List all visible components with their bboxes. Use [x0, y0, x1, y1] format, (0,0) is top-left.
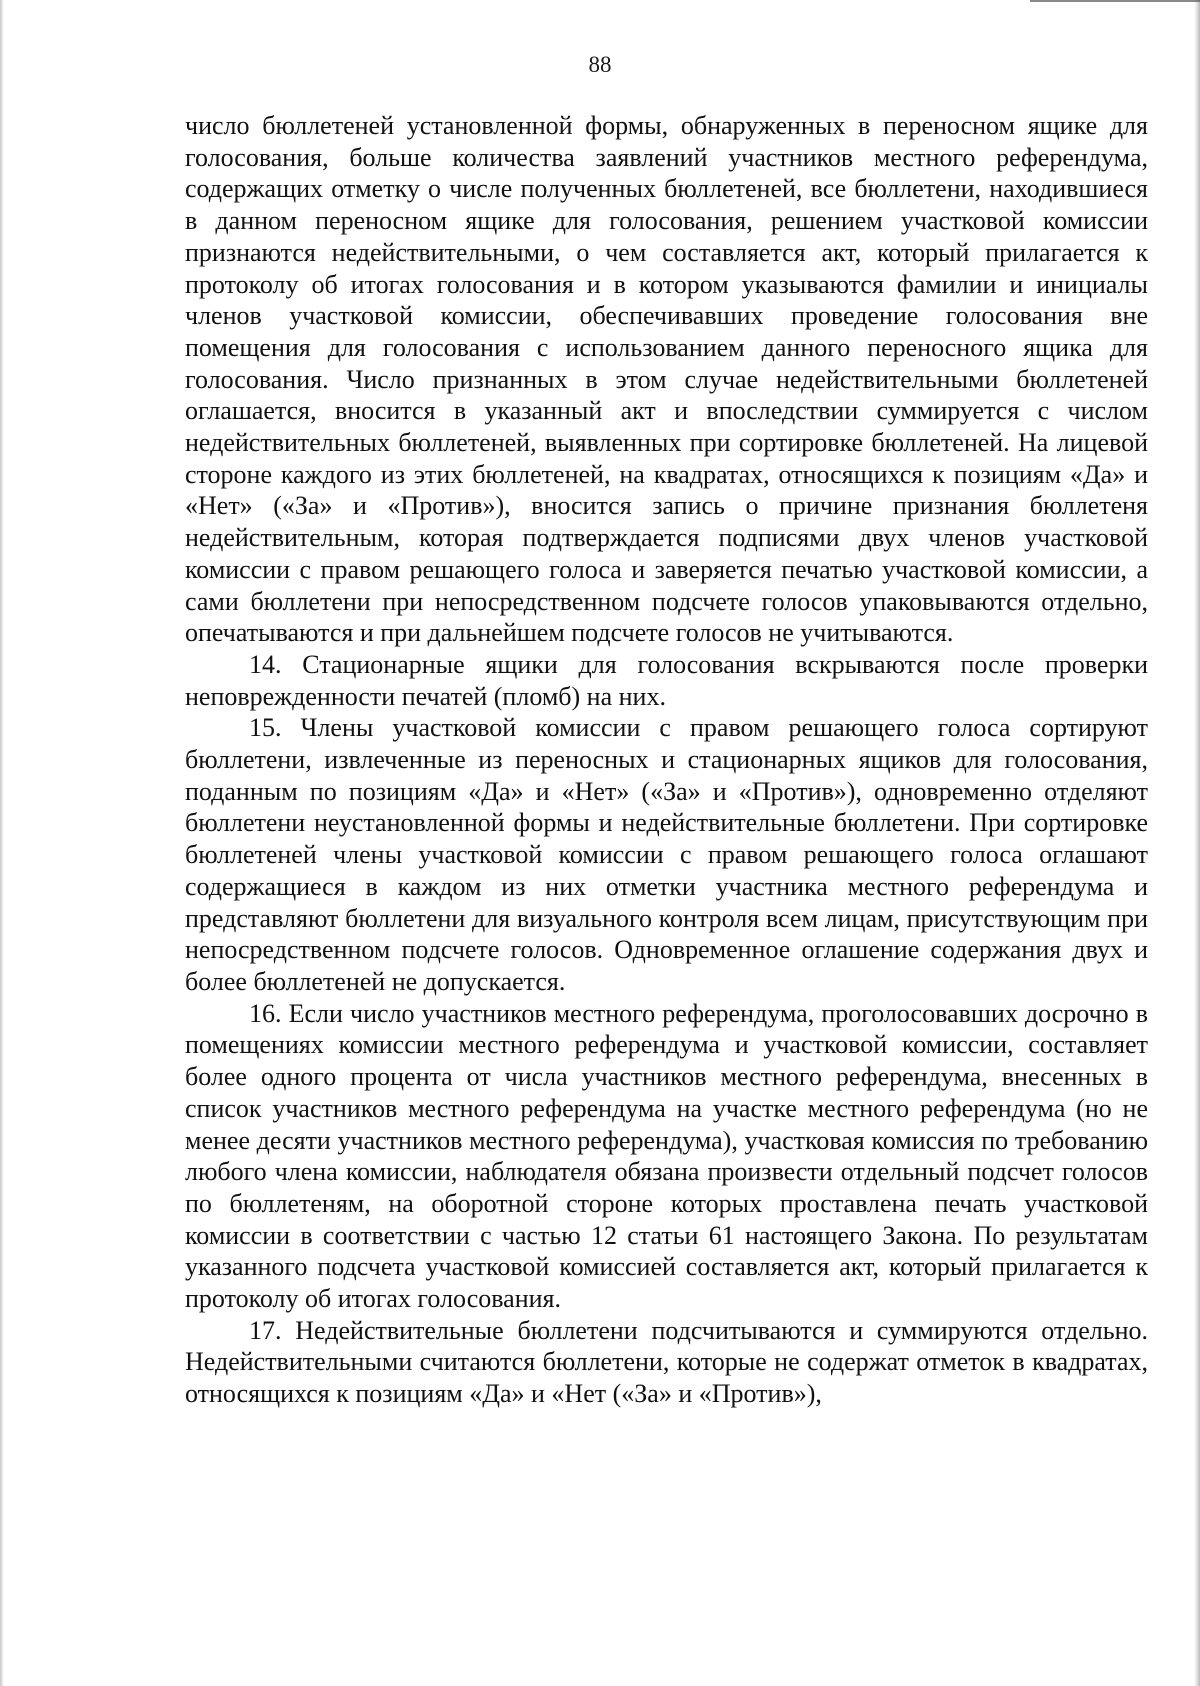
paragraph-continuation: число бюллетеней установленной формы, обнаруженных в переносном ящике для голосования, больше количества заявлений участников местного референдума, содержащих отметку о числе полученных бюллетеней, все бюллетени, находившиеся в данном переносном ящике для голосования, решением участковой комиссии признаются недействительными, о чем составляется акт, который прилагается к протоколу об итогах голосования и в котором указываются фамилии и инициалы членов участковой комиссии, обеспечивавших проведение голосования вне помещения для голосования с использованием данного переносного ящика для голосования. Число признанных в этом случае недействительными бюллетеней оглашается, вносится в указанный акт и впоследствии суммируется с числом недействительных бюллетеней, выявленных при сортировке бюллетеней. На лицевой стороне каждого из этих бюллетеней, на квадратах, относящихся к позициям «Да» и «Нет» («За» и «Против»), вносится запись о причине признания бюллетеня недействительным, которая подтверждается подписями двух членов участковой комиссии с правом решающего голоса и заверяется печатью участковой комиссии, а сами бюллетени при непосредственном подсчете голосов упаковываются отдельно, опечатываются и при дальнейшем подсчете голосов не учитываются. [185, 111, 1148, 648]
paragraph-item-15: 15. Члены участковой комиссии с правом решающего голоса сортируют бюллетени, извлеченные из переносных и стационарных ящиков для голосования, поданным по позициям «Да» и «Нет» («За» и «Против»), одновременно отделяют бюллетени неустановленной формы и недействительные бюллетени. При сортировке бюллетеней члены участковой комиссии с правом решающего голоса оглашают содержащиеся в каждом из них отметки участника местного референдума и представляют бюллетени для визуального контроля всем лицам, присутствующим при непосредственном подсчете голосов. Одновременное оглашение содержания двух и более бюллетеней не допускается. [185, 713, 1148, 996]
paragraph-item-17: 17. Недействительные бюллетени подсчитываются и суммируются отдельно. Недействительными считаются бюллетени, которые не содержат отметок в квадратах, относящихся к позициям «Да» и «Нет («За» и «Против»), [185, 1315, 1148, 1409]
page-number: 88 [588, 52, 612, 77]
scan-top-rule [1030, 0, 1200, 2]
document-body [185, 110, 1148, 1410]
scan-edge-left [0, 0, 4, 1686]
paragraph-item-14: 14. Стационарные ящики для голосования вскрываются после проверки неповрежденности печатей (пломб) на них. [185, 649, 1148, 711]
paragraph-item-16: 16. Если число участников местного референдума, проголосовавших досрочно в помещениях комиссии местного референдума и участковой комиссии, составляет более одного процента от числа участников местного референдума, внесенных в список участников местного референдума на участке местного референдума (но не менее десяти участников местного референдума), участковая комиссия по требованию любого члена комиссии, наблюдателя обязана произвести отдельный подсчет голосов по бюллетеням, на оборотной стороне которых проставлена печать участковой комиссии в соответствии с частью 12 статьи 61 настоящего Закона. По результатам указанного подсчета участковой комиссией составляется акт, который прилагается к протоколу об итогах голосования. [185, 998, 1148, 1314]
scan-edge-right [1194, 0, 1200, 1686]
